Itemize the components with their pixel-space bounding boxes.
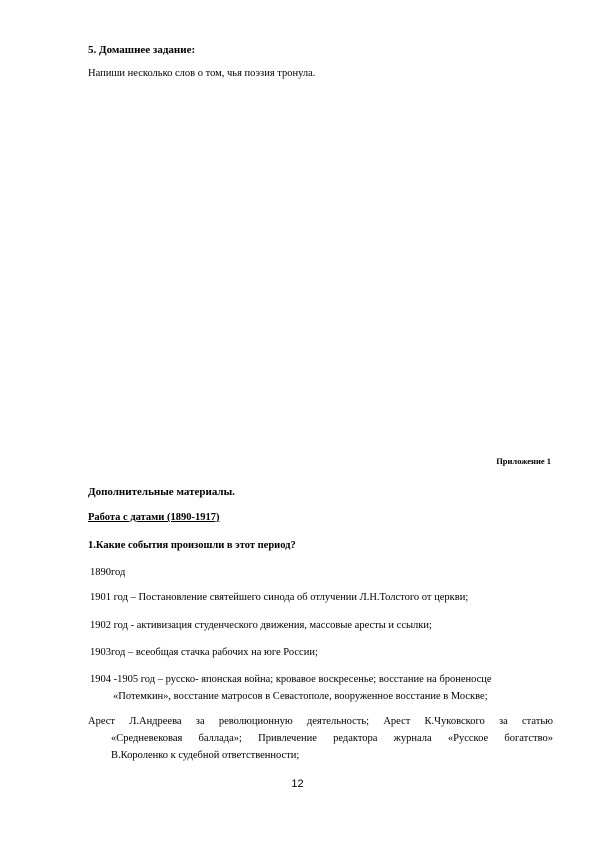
event-item (90, 671, 553, 705)
event-item: 1890год (90, 567, 126, 578)
event-line: 1904 -1905 год – русско- японская война; кровавое воскресенье; восстание на броненосце (90, 674, 492, 685)
work-with-dates-title: Работа с датами (1890-1917) (88, 512, 220, 523)
event-item: 1903год – всеобщая стачка рабочих на юге России; (90, 647, 318, 658)
question-heading: 1.Какие события произошли в этот период? (88, 540, 296, 551)
event-line: В.Короленко к судебной ответственности; (111, 750, 300, 761)
event-item: 1901 год – Постановление святейшего синода об отлучении Л.Н.Толстого от церкви; (90, 592, 469, 603)
event-line: «Средневековая баллада»; Привлечение редактора журнала «Русское богатство» (111, 733, 553, 744)
event-line: «Потемкин», восстание матросов в Севастополе, вооруженное восстание в Москве; (113, 691, 488, 702)
event-item (88, 713, 553, 764)
homework-text: Напиши несколько слов о том, чья поэзия тронула. (88, 68, 316, 79)
page-number: 12 (291, 778, 304, 790)
homework-heading: 5. Домашнее задание: (88, 44, 196, 56)
event-item: 1902 год - активизация студенческого движения, массовые аресты и ссылки; (90, 620, 432, 631)
additional-materials-heading: Дополнительные материалы. (88, 486, 235, 498)
appendix-label: Приложение 1 (496, 456, 551, 466)
event-line: Арест Л.Андреева за революционную деятельность; Арест К.Чуковского за статью (88, 716, 553, 727)
